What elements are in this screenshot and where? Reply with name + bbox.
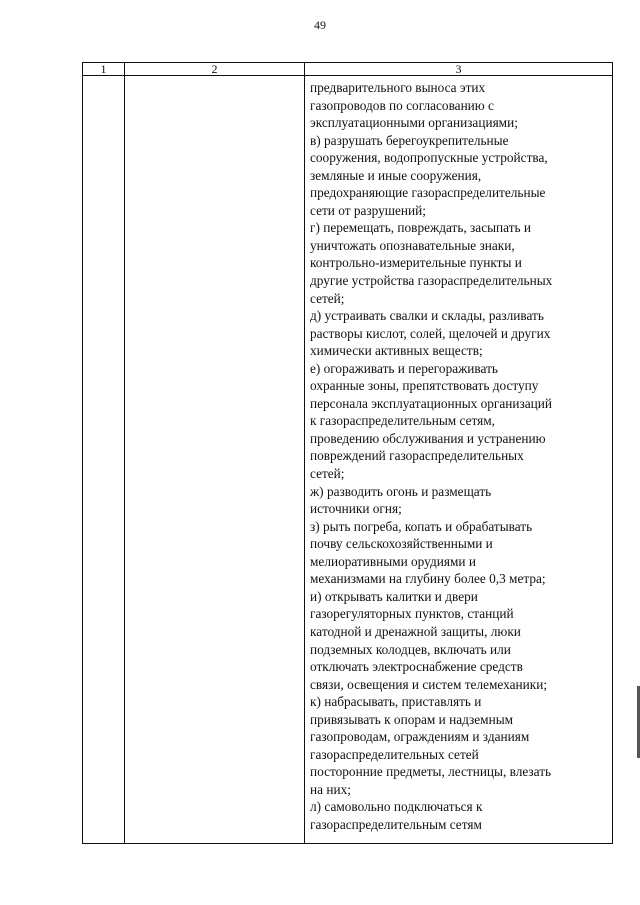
text-line: газораспределительным сетям xyxy=(310,816,482,832)
cell-col3 xyxy=(305,76,613,844)
col3-text xyxy=(305,76,612,843)
text-line: подземных колодцев, включать или xyxy=(310,641,511,657)
text-line: охранные зоны, препятствовать доступу xyxy=(310,378,539,394)
column-header-1: 1 xyxy=(83,63,125,76)
text-line: и) открывать калитки и двери xyxy=(310,588,478,604)
text-line: источники огня; xyxy=(310,501,402,517)
text-line: сооружения, водопропускные устройства, xyxy=(310,150,548,166)
table-row xyxy=(83,76,613,844)
column-header-2: 2 xyxy=(125,63,305,76)
text-line: г) перемещать, повреждать, засыпать и xyxy=(310,220,532,236)
text-line: проведению обслуживания и устранению xyxy=(310,430,546,446)
text-line: другие устройства газораспределительных xyxy=(310,273,553,289)
text-line: связи, освещения и систем телемеханики; xyxy=(310,676,548,692)
text-line: предохраняющие газораспределительные xyxy=(310,185,546,201)
text-line: повреждений газораспределительных xyxy=(310,448,524,464)
text-line: почву сельскохозяйственными и xyxy=(310,536,493,552)
cell-col2 xyxy=(125,76,305,844)
table-header-row xyxy=(83,63,613,76)
text-line: газопроводам, ограждениям и зданиям xyxy=(310,729,530,745)
text-line: л) самовольно подключаться к xyxy=(310,799,483,815)
text-line: к) набрасывать, приставлять и xyxy=(310,694,482,710)
text-line: д) устраивать свалки и склады, разливать xyxy=(310,308,544,324)
text-line: эксплуатационными организациями; xyxy=(310,115,518,131)
text-line: механизмами на глубину более 0,3 метра; xyxy=(310,571,546,587)
text-line: сети от разрушений; xyxy=(310,202,426,218)
text-line: е) огораживать и перегораживать xyxy=(310,360,498,376)
text-line: сетей; xyxy=(310,466,345,482)
text-line: посторонние предметы, лестницы, влезать xyxy=(310,764,552,780)
text-line: предварительного выноса этих xyxy=(310,80,486,95)
text-line: химически активных веществ; xyxy=(310,343,483,359)
page-number: 49 xyxy=(314,18,326,32)
cell-col1 xyxy=(83,76,125,844)
text-line: на них; xyxy=(310,781,351,797)
text-line: газорегуляторных пунктов, станций xyxy=(310,606,514,622)
text-line: уничтожать опознавательные знаки, xyxy=(310,237,515,253)
text-line: привязывать к опорам и надземным xyxy=(310,711,514,727)
text-line: в) разрушать берегоукрепительные xyxy=(310,132,509,148)
text-line: растворы кислот, солей, щелочей и других xyxy=(310,325,551,341)
text-line: мелиоративными орудиями и xyxy=(310,553,476,569)
document-table xyxy=(82,62,613,844)
column-header-3: 3 xyxy=(305,63,613,76)
text-line: персонала эксплуатационных организаций xyxy=(310,395,553,411)
text-line: сетей; xyxy=(310,290,345,306)
text-line: газопроводов по согласованию с xyxy=(310,97,494,113)
text-line: к газораспределительным сетям, xyxy=(310,413,495,429)
text-line: отключать электроснабжение средств xyxy=(310,659,523,675)
text-line: контрольно-измерительные пункты и xyxy=(310,255,522,271)
text-line: земляные и иные сооружения, xyxy=(310,167,482,183)
text-line: катодной и дренажной защиты, люки xyxy=(310,623,521,639)
text-line: з) рыть погреба, копать и обрабатывать xyxy=(310,518,533,534)
text-line: ж) разводить огонь и размещать xyxy=(310,483,492,499)
text-line: газораспределительных сетей xyxy=(310,746,479,762)
